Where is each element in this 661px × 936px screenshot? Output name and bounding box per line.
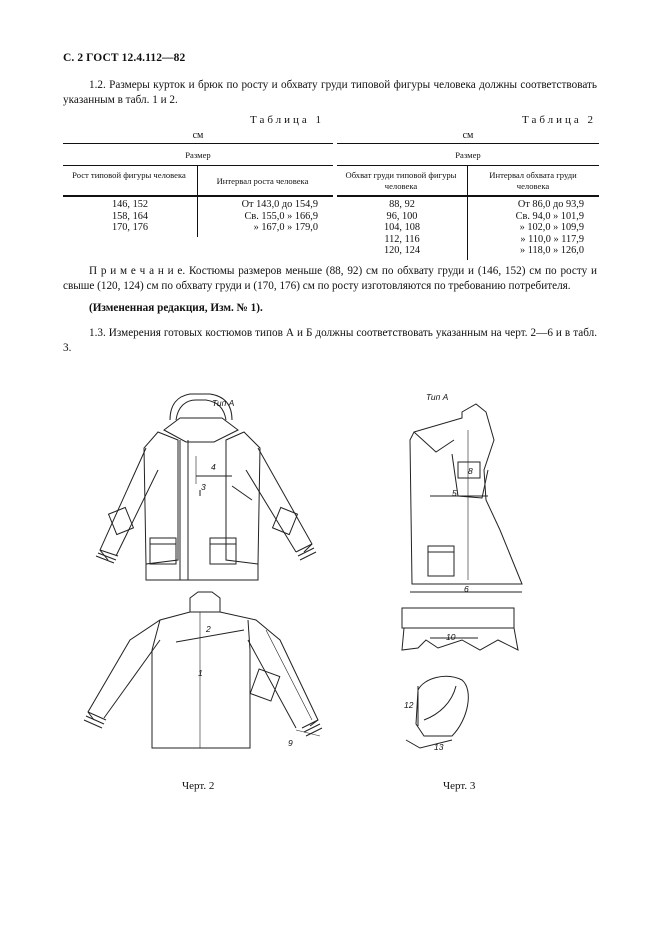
drawing3-type-label: Тип А	[426, 392, 449, 402]
dimension-label-12: 12	[404, 700, 414, 710]
table2-caption: Таблица 2	[522, 114, 597, 126]
amendment-text: (Измененная редакция, Изм. № 1).	[89, 302, 263, 314]
table2-cell: » 110,0 » 117,9	[520, 233, 584, 245]
table2-col1-header: Обхват груди типовой фигуры человека	[345, 170, 457, 191]
sleeve-cap-outline	[452, 454, 488, 498]
table1-cell: 170, 176	[111, 222, 149, 234]
dimension-label-13: 13	[434, 742, 444, 752]
dimension-label-10: 10	[446, 632, 456, 642]
dimension-label-4: 4	[211, 462, 216, 472]
hood-pattern	[406, 676, 468, 748]
panel-outline	[410, 404, 522, 584]
page-header: С. 2 ГОСТ 12.4.112—82	[63, 52, 186, 64]
dimension-label-2: 2	[206, 624, 211, 634]
table2-cell: » 102,0 » 109,9	[519, 222, 584, 234]
table1-cell: 158, 164	[111, 210, 149, 222]
hood-pattern-outline	[416, 676, 468, 736]
dimension-label-9: 9	[288, 738, 293, 748]
table1-col1-header: Рост типовой фигуры человека	[72, 170, 186, 180]
drawing3-caption: Черт. 3	[443, 780, 476, 792]
paragraph-1-3-text: 1.3. Измерения готовых костюмов типов А и Б должны соответствовать указанным на черт. 2—6 и в табл. 3.	[63, 327, 597, 354]
drawing2-caption: Черт. 2	[182, 780, 215, 792]
dimension-label-3: 3	[201, 482, 206, 492]
table1-group-header: Размер	[185, 150, 211, 160]
table1-cell: Св. 155,0 » 166,9	[244, 210, 318, 222]
table2-cell: 120, 124	[383, 245, 421, 257]
panel-pocket-flap	[428, 546, 454, 552]
table2-cell: 112, 116	[384, 233, 420, 245]
table1-unit: см	[192, 130, 204, 141]
table2-group-header: Размер	[455, 150, 481, 160]
note-text: П р и м е ч а н и е. Костюмы размеров меньше (88, 92) см по обхвату груди и (146, 152) см по росту и свыше (120, 124) см по обхвату груди и (170, 176) см по росту изготовляются по требованию потребителя.	[63, 265, 597, 292]
dimension-label-1: 1	[198, 668, 203, 678]
dimension-label-6: 6	[464, 584, 469, 594]
drawing2-type-label: Тип А	[212, 398, 235, 408]
table1-cell: 146, 152	[111, 199, 149, 210]
table2-cell: 104, 108	[383, 222, 421, 234]
table2-col2-header: Интервал обхвата груди человека	[489, 170, 577, 191]
paragraph-1-2-text: 1.2. Размеры курток и брюк по росту и обхвату груди типовой фигуры человека должны соответствовать указанным в табл. 1 и 2.	[63, 79, 597, 106]
waist-band	[402, 608, 514, 628]
dimension-label-8: 8	[468, 466, 473, 476]
table1-cell: » 167,0 » 179,0	[253, 222, 318, 234]
table2-cell: Св. 94,0 » 101,9	[515, 210, 584, 222]
strap-pattern	[402, 608, 518, 650]
panel-collar	[414, 432, 454, 452]
table1-cell: От 143,0 до 154,9	[241, 199, 318, 210]
hood-pattern-seam	[424, 686, 456, 720]
table2-unit: см	[462, 130, 474, 141]
dimension-label-5: 5	[452, 488, 457, 498]
front-panel-pattern	[410, 404, 522, 592]
table2-cell: 88, 92	[389, 199, 415, 210]
table2-cell: 96, 100	[386, 210, 418, 222]
table2-cell: » 118,0 » 126,0	[520, 245, 584, 257]
table1-caption: Таблица 1	[250, 114, 325, 126]
table1-col2-header: Интервал роста человека	[216, 176, 309, 186]
lower-band-pieces	[402, 628, 518, 650]
panel-pocket	[428, 546, 454, 576]
table2-cell: От 86,0 до 93,9	[517, 199, 584, 210]
dimension-13-line	[406, 740, 452, 748]
